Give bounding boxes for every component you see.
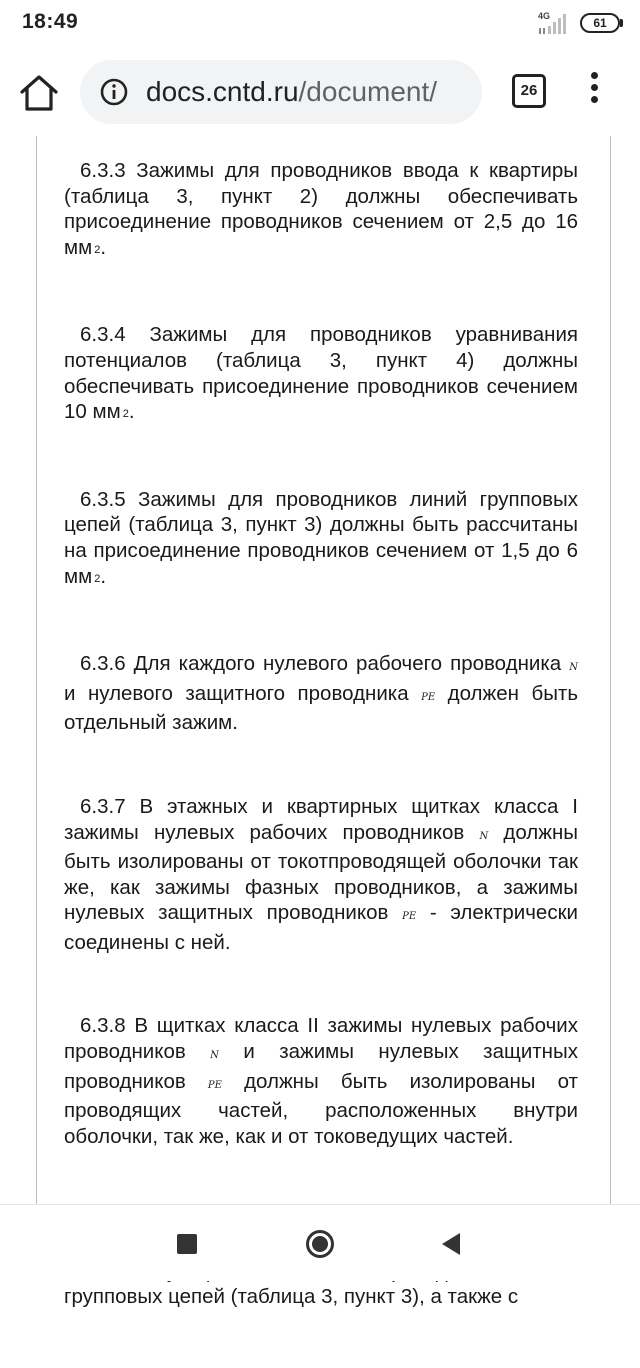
superscript: 2: [122, 408, 129, 421]
clause-text: групповых цепей (таблица 3, пункт 3), а также с: [64, 1285, 519, 1309]
symbol-n: N: [210, 1050, 219, 1062]
menu-dot: [591, 72, 598, 79]
url-text[interactable]: [146, 74, 437, 110]
home-icon[interactable]: [18, 72, 60, 114]
url-path: /document/: [298, 76, 438, 107]
clause-6-3-8: [64, 1013, 578, 1149]
clause-text: 6.3.5 Зажимы для проводников линий групповых цепей (таблица 3, пункт 3) должны быть рассчитаны на присоединение проводников сечением от 1,5 до 6 мм: [64, 487, 578, 588]
symbol-pe: PE: [402, 911, 417, 923]
status-bar: [0, 0, 640, 48]
menu-dot: [591, 84, 598, 91]
battery-level: 61: [593, 16, 607, 30]
clause-end: .: [128, 400, 135, 424]
square-icon[interactable]: [177, 1234, 197, 1254]
more-vert-icon[interactable]: [584, 72, 604, 112]
browser-toolbar: [0, 48, 640, 136]
clause-text: должны быть изолированы от проводящих частей, расположенных внутри оболочки, так же, как и от токоведущих частей.: [64, 1069, 579, 1148]
clause-6-3-3: [64, 158, 578, 264]
clause-text: и зажимы нулевых защитных проводников: [64, 1040, 578, 1093]
web-page[interactable]: [0, 136, 640, 1309]
superscript: 2: [94, 572, 101, 585]
status-time: 18:49: [22, 10, 79, 33]
page-border-right: [610, 136, 611, 1204]
document-content: [64, 158, 578, 1368]
tab-switcher-button[interactable]: [512, 74, 546, 108]
battery-icon: [580, 13, 620, 33]
clause-text: 6.3.3 Зажимы для проводников ввода к квартиры (таблица 3, пункт 2) должны обеспечивать присоединение проводников сечением от 2,5 до 16 мм: [64, 159, 578, 259]
battery-tip: [620, 19, 623, 27]
page-border-left: [36, 136, 37, 1204]
clause-6-3-7: [64, 794, 578, 956]
clause-6-3-5: [64, 487, 578, 593]
clause-end: .: [100, 564, 107, 588]
menu-dot: [591, 96, 598, 103]
circle-icon[interactable]: [305, 1229, 335, 1259]
clause-text: и нулевого защитного проводника: [64, 681, 422, 705]
signal-icon: [536, 12, 572, 34]
clause-text: 6.3.6 Для каждого нулевого рабочего проводника: [80, 652, 570, 676]
system-nav-bar: [0, 1204, 640, 1281]
superscript: 2: [94, 243, 101, 256]
symbol-pe: PE: [207, 1079, 222, 1091]
address-bar[interactable]: [80, 60, 482, 124]
network-type-label: 4G: [538, 11, 551, 21]
info-icon[interactable]: [100, 78, 128, 106]
clause-text: должны быть изолированы от токотпроводящей оболочки так же, как зажимы фазных проводников, а зажимы нулевых защитных проводников: [64, 820, 578, 925]
clause-text: 6.3.8 В щитках класса II зажимы нулевых рабочих проводников: [64, 1014, 578, 1064]
clause-text: должен быть отдельный зажим.: [64, 681, 578, 735]
clause-text: 6.3.7 В этажных и квартирных щитках класса I зажимы нулевых рабочих проводников: [64, 794, 578, 844]
symbol-pe: PE: [421, 691, 436, 703]
tab-count: 26: [520, 82, 538, 99]
clause-6-3-6: [64, 651, 578, 736]
clause-6-3-4: [64, 322, 578, 428]
symbol-n: N: [569, 662, 578, 674]
url-domain: docs.cntd.ru: [146, 76, 299, 107]
clause-text: - электрически соединены с ней.: [64, 901, 578, 954]
symbol-n: N: [479, 830, 489, 842]
triangle-back-icon[interactable]: [440, 1231, 462, 1257]
clause-text: 6.3.4 Зажимы для проводников уравнивания потенциалов (таблица 3, пункт 4) должны обеспечивать присоединение проводников сечением 10 мм: [64, 323, 578, 424]
clause-end: .: [100, 235, 107, 259]
